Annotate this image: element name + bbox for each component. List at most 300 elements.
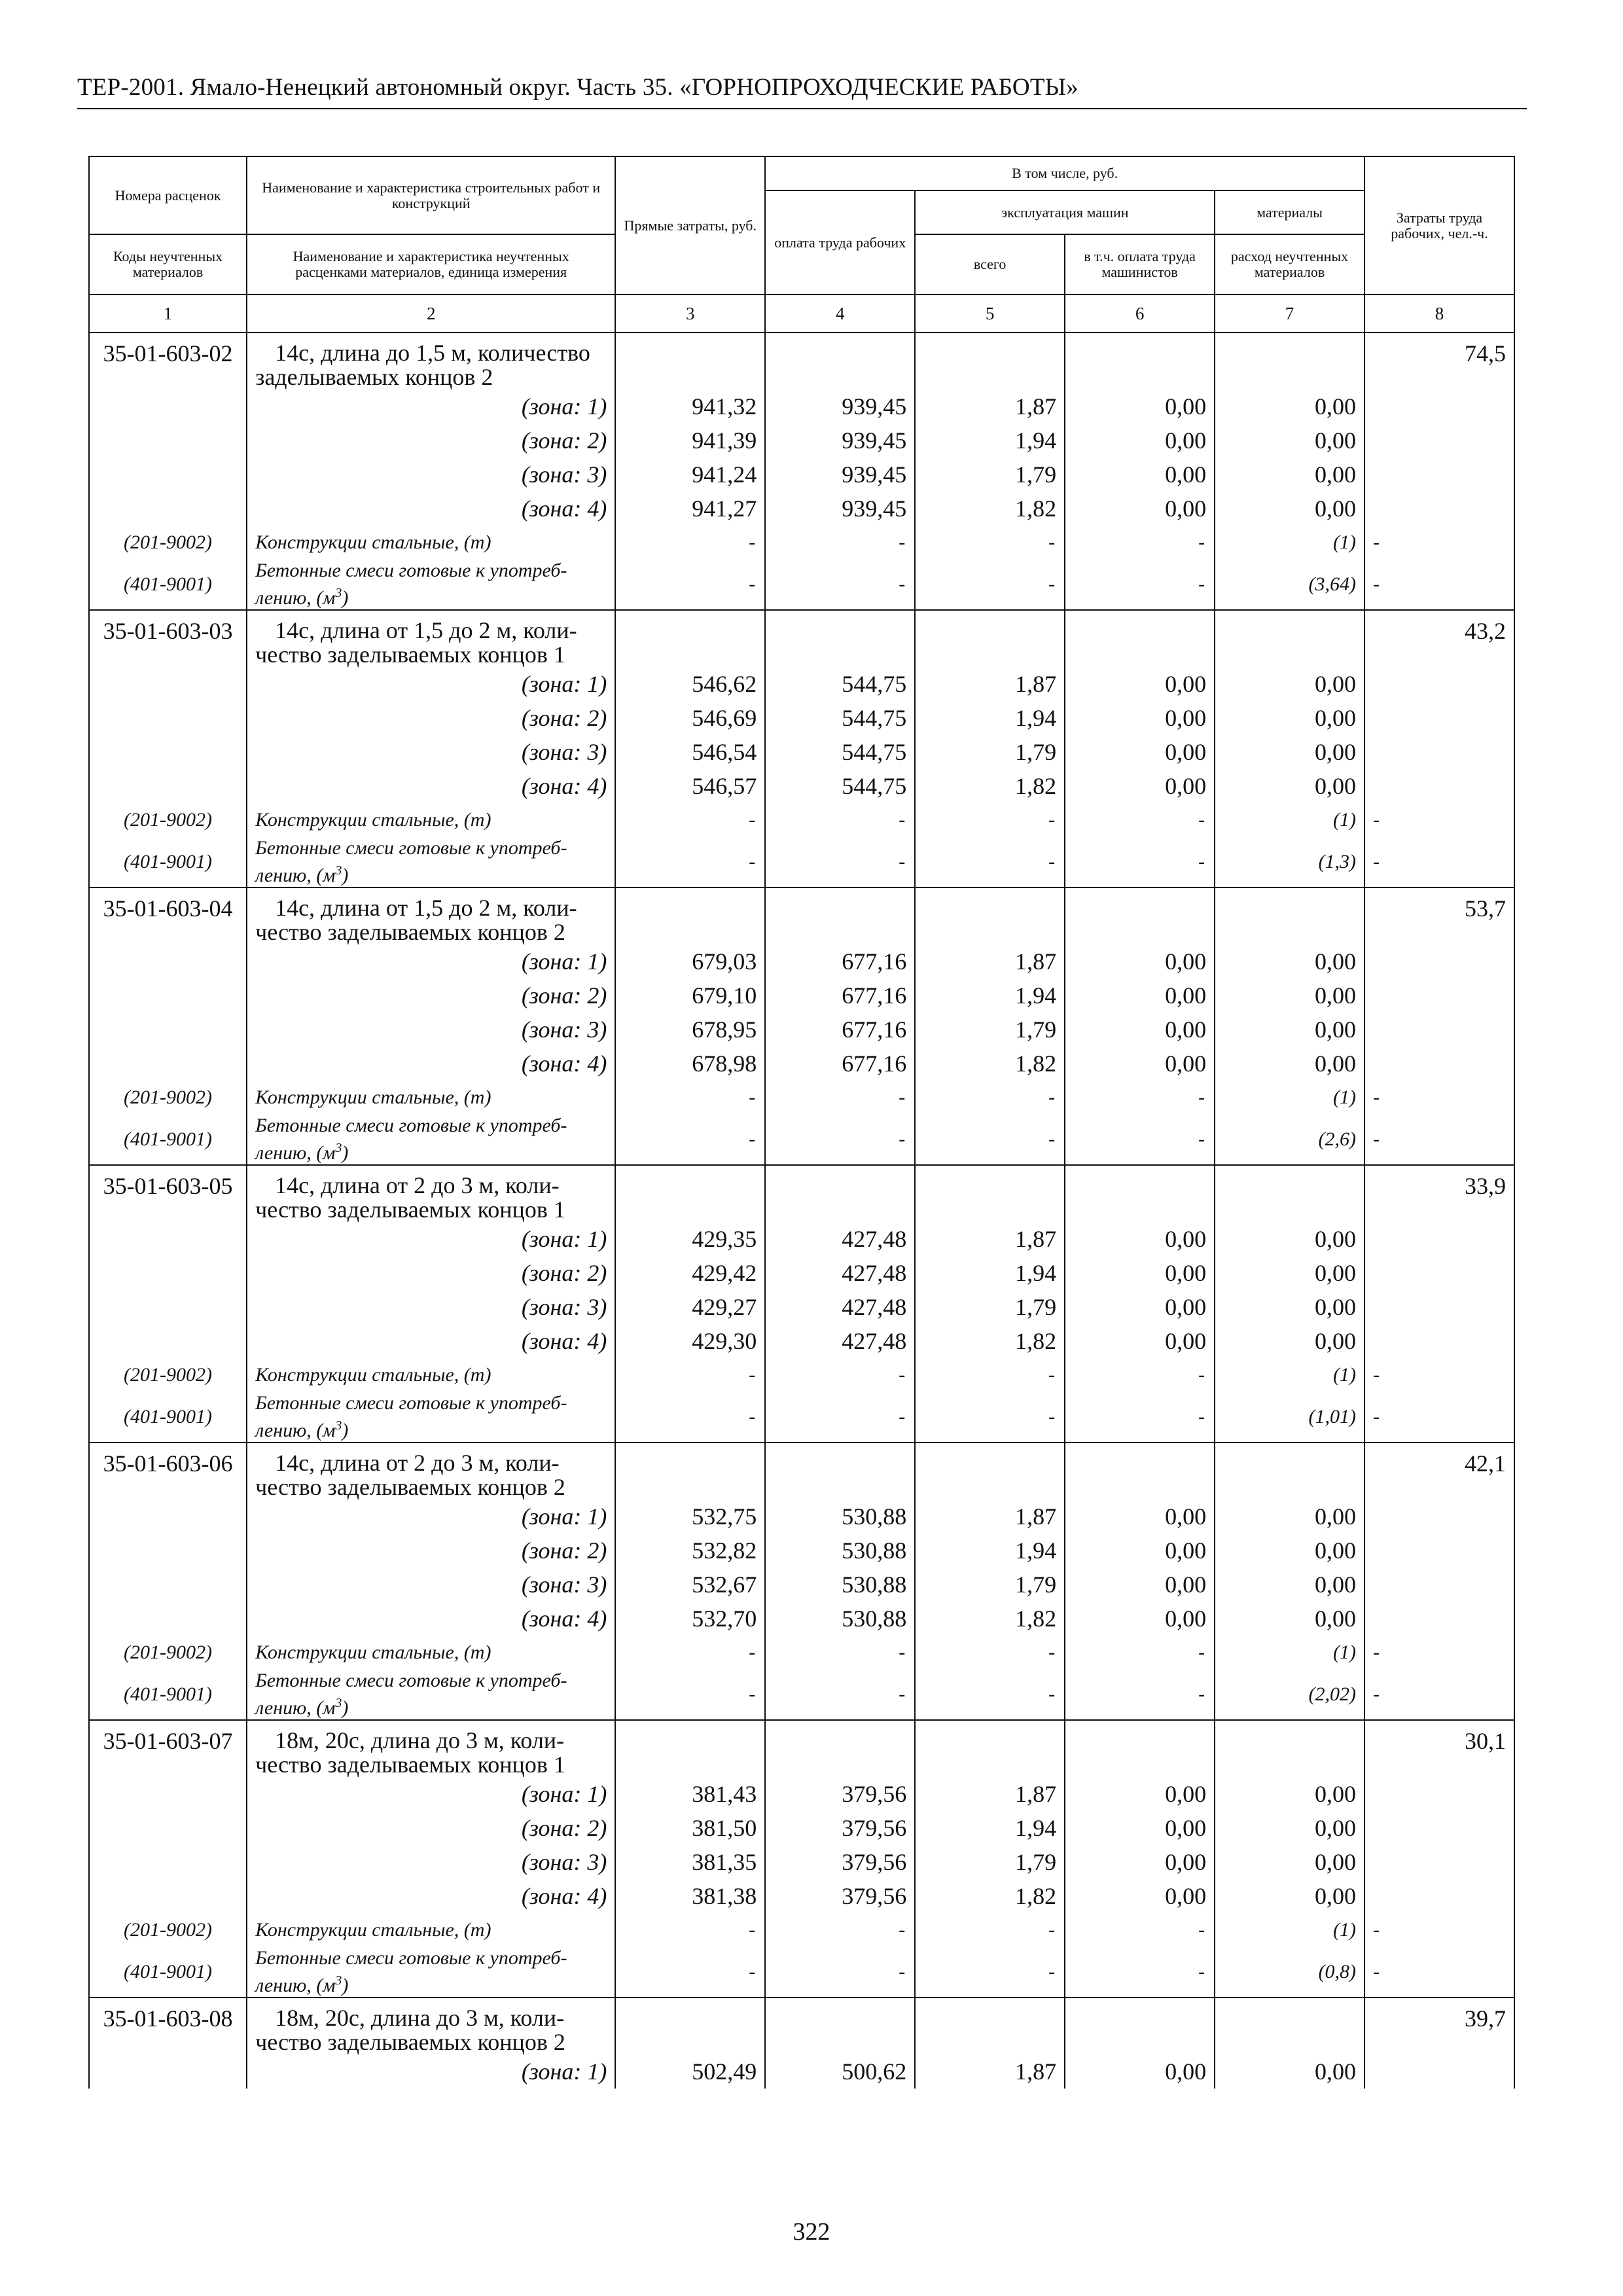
materials-cost: 0,00 (1215, 667, 1364, 701)
direct-cost: 546,62 (615, 667, 765, 701)
material-row (89, 1670, 1514, 1720)
material-name-text: Бетонные смеси готовые к употреб-лению, (м (255, 1115, 567, 1164)
dash-cell: - (1364, 1670, 1514, 1720)
empty-cell (89, 1222, 247, 1256)
material-row (89, 803, 1514, 837)
machine-cost: 1,82 (915, 1602, 1065, 1636)
empty-cell (1065, 1998, 1215, 2054)
dash-cell: - (615, 1636, 765, 1670)
labor-cost: 39,7 (1364, 1998, 1514, 2054)
rate-code: 35-01-603-07 (89, 1720, 247, 1777)
rate-title (247, 332, 615, 389)
empty-cell (1065, 610, 1215, 667)
zone-label: (зона: 4) (247, 1602, 615, 1636)
rate-title-line: чество заделываемых концов 2 (255, 919, 565, 944)
material-code: (201-9002) (89, 526, 247, 560)
materials-cost: 0,00 (1215, 769, 1364, 803)
header-direct-costs: Прямые затраты, руб. (615, 156, 765, 295)
dash-cell: - (1065, 1081, 1215, 1115)
direct-cost: 678,95 (615, 1013, 765, 1047)
dash-cell: - (915, 1670, 1065, 1720)
dash-cell: - (765, 560, 915, 610)
material-name: Конструкции стальные, (т) (247, 1913, 615, 1947)
material-name (247, 1392, 615, 1443)
wages-cost: 544,75 (765, 701, 915, 735)
dash-cell: - (1065, 1636, 1215, 1670)
empty-cell (1364, 1013, 1514, 1047)
dash-cell: - (765, 1081, 915, 1115)
machine-cost: 1,79 (915, 1290, 1065, 1324)
zone-label: (зона: 3) (247, 457, 615, 492)
dash-cell: - (1065, 1115, 1215, 1165)
wages-cost: 427,48 (765, 1222, 915, 1256)
empty-cell (1065, 332, 1215, 389)
direct-cost: 546,69 (615, 701, 765, 735)
table-header (89, 156, 1514, 332)
zone-row (89, 1777, 1514, 1811)
direct-cost: 381,50 (615, 1811, 765, 1845)
dash-cell: - (1364, 1115, 1514, 1165)
empty-cell (915, 1998, 1065, 2054)
machinist-wages: 0,00 (1065, 769, 1215, 803)
empty-cell (89, 1568, 247, 1602)
machinist-wages: 0,00 (1065, 492, 1215, 526)
machine-cost: 1,94 (915, 978, 1065, 1013)
material-row (89, 1358, 1514, 1392)
dash-cell: - (915, 1636, 1065, 1670)
machine-cost: 1,79 (915, 1845, 1065, 1879)
empty-cell (89, 1811, 247, 1845)
material-name: Конструкции стальные, (т) (247, 803, 615, 837)
machine-cost: 1,94 (915, 1811, 1065, 1845)
machinist-wages: 0,00 (1065, 1499, 1215, 1534)
empty-cell (1364, 1047, 1514, 1081)
materials-cost: 0,00 (1215, 701, 1364, 735)
material-qty: (2,02) (1215, 1670, 1364, 1720)
rate-code: 35-01-603-04 (89, 888, 247, 944)
dash-cell: - (615, 1947, 765, 1998)
material-name-text: Бетонные смеси готовые к употреб-лению, (м (255, 560, 567, 609)
wages-cost: 544,75 (765, 667, 915, 701)
machine-cost: 1,87 (915, 944, 1065, 978)
zone-label: (зона: 1) (247, 944, 615, 978)
material-name (247, 1670, 615, 1720)
empty-cell (89, 1324, 247, 1358)
machine-cost: 1,79 (915, 457, 1065, 492)
material-name (247, 837, 615, 888)
header-materials: материалы (1215, 190, 1364, 234)
wages-cost: 427,48 (765, 1290, 915, 1324)
machinist-wages: 0,00 (1065, 1290, 1215, 1324)
direct-cost: 532,82 (615, 1534, 765, 1568)
dash-cell: - (1065, 526, 1215, 560)
dash-cell: - (1364, 837, 1514, 888)
empty-cell (1215, 888, 1364, 944)
rate-title (247, 888, 615, 944)
empty-cell (765, 1998, 915, 2054)
empty-cell (1364, 1602, 1514, 1636)
empty-cell (915, 1443, 1065, 1499)
materials-cost: 0,00 (1215, 1013, 1364, 1047)
material-row (89, 1636, 1514, 1670)
empty-cell (1364, 1777, 1514, 1811)
header-including: В том числе, руб. (765, 156, 1364, 190)
dash-cell: - (615, 803, 765, 837)
material-code: (401-9001) (89, 1947, 247, 1998)
empty-cell (1215, 1443, 1364, 1499)
material-name: Конструкции стальные, (т) (247, 1358, 615, 1392)
zone-label: (зона: 4) (247, 769, 615, 803)
material-name-close: ) (342, 865, 349, 886)
dash-cell: - (615, 1913, 765, 1947)
machinist-wages: 0,00 (1065, 1845, 1215, 1879)
machinist-wages: 0,00 (1065, 389, 1215, 423)
dash-cell: - (915, 1947, 1065, 1998)
wages-cost: 677,16 (765, 978, 915, 1013)
rate-title-line: чество заделываемых концов 2 (255, 2029, 565, 2054)
materials-cost: 0,00 (1215, 1222, 1364, 1256)
dash-cell: - (765, 1913, 915, 1947)
materials-cost: 0,00 (1215, 1811, 1364, 1845)
empty-cell (1364, 457, 1514, 492)
direct-cost: 429,42 (615, 1256, 765, 1290)
dash-cell: - (1364, 1081, 1514, 1115)
wages-cost: 379,56 (765, 1845, 915, 1879)
zone-row (89, 423, 1514, 457)
wages-cost: 939,45 (765, 492, 915, 526)
empty-cell (1364, 701, 1514, 735)
dash-cell: - (765, 1392, 915, 1443)
machine-cost: 1,94 (915, 423, 1065, 457)
machine-cost: 1,82 (915, 769, 1065, 803)
dash-cell: - (765, 803, 915, 837)
material-code: (201-9002) (89, 1913, 247, 1947)
empty-cell (1364, 492, 1514, 526)
dash-cell: - (1065, 1358, 1215, 1392)
material-qty: (1) (1215, 526, 1364, 560)
material-name-close: ) (342, 587, 349, 609)
material-name-close: ) (342, 1975, 349, 1996)
zone-row (89, 735, 1514, 769)
empty-cell (915, 888, 1065, 944)
empty-cell (1215, 332, 1364, 389)
zone-row (89, 2054, 1514, 2089)
materials-cost: 0,00 (1215, 2054, 1364, 2089)
material-qty: (1,01) (1215, 1392, 1364, 1443)
empty-cell (89, 1534, 247, 1568)
dash-cell: - (915, 803, 1065, 837)
superscript-three: 3 (335, 1141, 342, 1155)
zone-label: (зона: 1) (247, 1222, 615, 1256)
direct-cost: 502,49 (615, 2054, 765, 2089)
direct-cost: 429,35 (615, 1222, 765, 1256)
rate-title (247, 1998, 615, 2054)
material-name-close: ) (342, 1142, 349, 1164)
column-number: 2 (247, 295, 615, 332)
machinist-wages: 0,00 (1065, 423, 1215, 457)
rate-title-line: 14с, длина от 1,5 до 2 м, коли- (275, 895, 577, 921)
empty-cell (1065, 888, 1215, 944)
empty-cell (1364, 1324, 1514, 1358)
machine-cost: 1,94 (915, 701, 1065, 735)
header-machinist-wages: в т.ч. оплата труда машинистов (1065, 234, 1215, 295)
machinist-wages: 0,00 (1065, 944, 1215, 978)
zone-row (89, 1324, 1514, 1358)
wages-cost: 427,48 (765, 1324, 915, 1358)
wages-cost: 530,88 (765, 1602, 915, 1636)
empty-cell (765, 1443, 915, 1499)
materials-cost: 0,00 (1215, 1879, 1364, 1913)
dash-cell: - (1065, 837, 1215, 888)
empty-cell (1364, 1222, 1514, 1256)
machinist-wages: 0,00 (1065, 1777, 1215, 1811)
zone-label: (зона: 3) (247, 1290, 615, 1324)
rate-title-row (89, 888, 1514, 944)
empty-cell (1364, 1879, 1514, 1913)
rate-title (247, 1443, 615, 1499)
zone-label: (зона: 2) (247, 701, 615, 735)
empty-cell (1364, 944, 1514, 978)
material-qty: (3,64) (1215, 560, 1364, 610)
material-name (247, 560, 615, 610)
machine-cost: 1,82 (915, 1047, 1065, 1081)
dash-cell: - (1065, 803, 1215, 837)
zone-row (89, 1290, 1514, 1324)
machinist-wages: 0,00 (1065, 1324, 1215, 1358)
wages-cost: 677,16 (765, 1013, 915, 1047)
empty-cell (1364, 1256, 1514, 1290)
wages-cost: 379,56 (765, 1811, 915, 1845)
empty-cell (89, 735, 247, 769)
zone-label: (зона: 2) (247, 1534, 615, 1568)
empty-cell (915, 1165, 1065, 1222)
rate-code: 35-01-603-05 (89, 1165, 247, 1222)
wages-cost: 939,45 (765, 389, 915, 423)
zone-row (89, 1602, 1514, 1636)
column-number: 8 (1364, 295, 1514, 332)
superscript-three: 3 (335, 586, 342, 600)
rate-title-row (89, 332, 1514, 389)
zone-row (89, 1047, 1514, 1081)
rate-title-line: 18м, 20с, длина до 3 м, коли- (275, 2005, 565, 2031)
empty-cell (915, 1720, 1065, 1777)
machinist-wages: 0,00 (1065, 457, 1215, 492)
header-wages: оплата труда рабочих (765, 190, 915, 295)
empty-cell (615, 610, 765, 667)
zone-label: (зона: 1) (247, 1777, 615, 1811)
material-qty: (1) (1215, 1636, 1364, 1670)
machinist-wages: 0,00 (1065, 2054, 1215, 2089)
wages-cost: 530,88 (765, 1568, 915, 1602)
empty-cell (89, 769, 247, 803)
direct-cost: 532,70 (615, 1602, 765, 1636)
dash-cell: - (1364, 1913, 1514, 1947)
zone-row (89, 978, 1514, 1013)
zone-label: (зона: 4) (247, 1879, 615, 1913)
dash-cell: - (915, 837, 1065, 888)
empty-cell (1215, 1720, 1364, 1777)
dash-cell: - (1065, 560, 1215, 610)
materials-cost: 0,00 (1215, 1499, 1364, 1534)
zone-row (89, 1811, 1514, 1845)
dash-cell: - (1364, 1392, 1514, 1443)
empty-cell (1364, 978, 1514, 1013)
empty-cell (1364, 1290, 1514, 1324)
dash-cell: - (1065, 1670, 1215, 1720)
machine-cost: 1,82 (915, 1324, 1065, 1358)
wages-cost: 939,45 (765, 457, 915, 492)
machinist-wages: 0,00 (1065, 735, 1215, 769)
direct-cost: 381,35 (615, 1845, 765, 1879)
rate-code: 35-01-603-03 (89, 610, 247, 667)
labor-cost: 30,1 (1364, 1720, 1514, 1777)
wages-cost: 544,75 (765, 735, 915, 769)
material-row (89, 1392, 1514, 1443)
machinist-wages: 0,00 (1065, 1879, 1215, 1913)
machine-cost: 1,87 (915, 1499, 1065, 1534)
machinist-wages: 0,00 (1065, 1256, 1215, 1290)
zone-label: (зона: 3) (247, 1568, 615, 1602)
material-row (89, 1115, 1514, 1165)
zone-row (89, 457, 1514, 492)
dash-cell: - (615, 1081, 765, 1115)
material-name: Конструкции стальные, (т) (247, 526, 615, 560)
dash-cell: - (1364, 1947, 1514, 1998)
header-material-name: Наименование и характеристика неучтенных расценками материалов, единица измерения (247, 234, 615, 295)
empty-cell (615, 1998, 765, 2054)
direct-cost: 941,27 (615, 492, 765, 526)
machine-cost: 1,87 (915, 2054, 1065, 2089)
empty-cell (89, 1013, 247, 1047)
dash-cell: - (765, 837, 915, 888)
dash-cell: - (1364, 560, 1514, 610)
machine-cost: 1,87 (915, 389, 1065, 423)
column-number: 5 (915, 295, 1065, 332)
material-code: (201-9002) (89, 1358, 247, 1392)
empty-cell (89, 667, 247, 701)
zone-row (89, 1222, 1514, 1256)
material-name-text: Бетонные смеси готовые к употреб-лению, (м (255, 1392, 567, 1441)
rate-title-line: 14с, длина от 1,5 до 2 м, коли- (275, 617, 577, 643)
labor-cost: 43,2 (1364, 610, 1514, 667)
empty-cell (89, 1879, 247, 1913)
direct-cost: 546,57 (615, 769, 765, 803)
wages-cost: 427,48 (765, 1256, 915, 1290)
machinist-wages: 0,00 (1065, 978, 1215, 1013)
material-qty: (2,6) (1215, 1115, 1364, 1165)
rate-title-line: чество заделываемых концов 1 (255, 1751, 565, 1777)
dash-cell: - (915, 1115, 1065, 1165)
materials-cost: 0,00 (1215, 1777, 1364, 1811)
dash-cell: - (765, 1947, 915, 1998)
page-header: ТЕР-2001. Ямало-Ненецкий автономный округ. Часть 35. «ГОРНОПРОХОДЧЕСКИЕ РАБОТЫ» (77, 74, 1079, 101)
zone-label: (зона: 2) (247, 978, 615, 1013)
machine-cost: 1,94 (915, 1256, 1065, 1290)
superscript-three: 3 (335, 1973, 342, 1988)
empty-cell (915, 610, 1065, 667)
zone-row (89, 667, 1514, 701)
empty-cell (1364, 1845, 1514, 1879)
rate-title (247, 610, 615, 667)
dash-cell: - (1364, 1636, 1514, 1670)
table-body (89, 332, 1514, 2089)
material-qty: (0,8) (1215, 1947, 1364, 1998)
zone-row (89, 492, 1514, 526)
zone-row (89, 769, 1514, 803)
machinist-wages: 0,00 (1065, 667, 1215, 701)
material-name (247, 1115, 615, 1165)
empty-cell (1364, 769, 1514, 803)
empty-cell (89, 1290, 247, 1324)
material-code: (401-9001) (89, 1392, 247, 1443)
machine-cost: 1,87 (915, 1777, 1065, 1811)
materials-cost: 0,00 (1215, 978, 1364, 1013)
labor-cost: 42,1 (1364, 1443, 1514, 1499)
zone-label: (зона: 1) (247, 1499, 615, 1534)
column-number: 1 (89, 295, 247, 332)
dash-cell: - (915, 1358, 1065, 1392)
rate-title-line: чество заделываемых концов 1 (255, 641, 565, 667)
dash-cell: - (615, 526, 765, 560)
rate-title-row (89, 1443, 1514, 1499)
wages-cost: 530,88 (765, 1499, 915, 1534)
dash-cell: - (1065, 1913, 1215, 1947)
empty-cell (89, 944, 247, 978)
empty-cell (1215, 1165, 1364, 1222)
dash-cell: - (765, 526, 915, 560)
empty-cell (89, 1256, 247, 1290)
dash-cell: - (1364, 526, 1514, 560)
empty-cell (1364, 1568, 1514, 1602)
header-machine-total: всего (915, 234, 1065, 295)
rate-title (247, 1165, 615, 1222)
dash-cell: - (1364, 803, 1514, 837)
dash-cell: - (915, 560, 1065, 610)
material-row (89, 1913, 1514, 1947)
dash-cell: - (765, 1636, 915, 1670)
machine-cost: 1,82 (915, 1879, 1065, 1913)
rate-code: 35-01-603-08 (89, 1998, 247, 2054)
materials-cost: 0,00 (1215, 1534, 1364, 1568)
empty-cell (89, 1845, 247, 1879)
rate-title-row (89, 1165, 1514, 1222)
material-name-close: ) (342, 1697, 349, 1719)
materials-cost: 0,00 (1215, 423, 1364, 457)
dash-cell: - (615, 1670, 765, 1720)
material-name: Конструкции стальные, (т) (247, 1081, 615, 1115)
empty-cell (765, 1720, 915, 1777)
empty-cell (1364, 389, 1514, 423)
column-number: 6 (1065, 295, 1215, 332)
zone-row (89, 701, 1514, 735)
materials-cost: 0,00 (1215, 1602, 1364, 1636)
material-code: (201-9002) (89, 1081, 247, 1115)
wages-cost: 379,56 (765, 1777, 915, 1811)
zone-label: (зона: 1) (247, 667, 615, 701)
material-name-close: ) (342, 1420, 349, 1441)
dash-cell: - (615, 837, 765, 888)
machinist-wages: 0,00 (1065, 1568, 1215, 1602)
direct-cost: 678,98 (615, 1047, 765, 1081)
zone-row (89, 1879, 1514, 1913)
empty-cell (1065, 1720, 1215, 1777)
machinist-wages: 0,00 (1065, 1013, 1215, 1047)
column-number: 4 (765, 295, 915, 332)
zone-label: (зона: 2) (247, 423, 615, 457)
materials-cost: 0,00 (1215, 944, 1364, 978)
zone-label: (зона: 1) (247, 2054, 615, 2089)
empty-cell (1215, 1998, 1364, 2054)
